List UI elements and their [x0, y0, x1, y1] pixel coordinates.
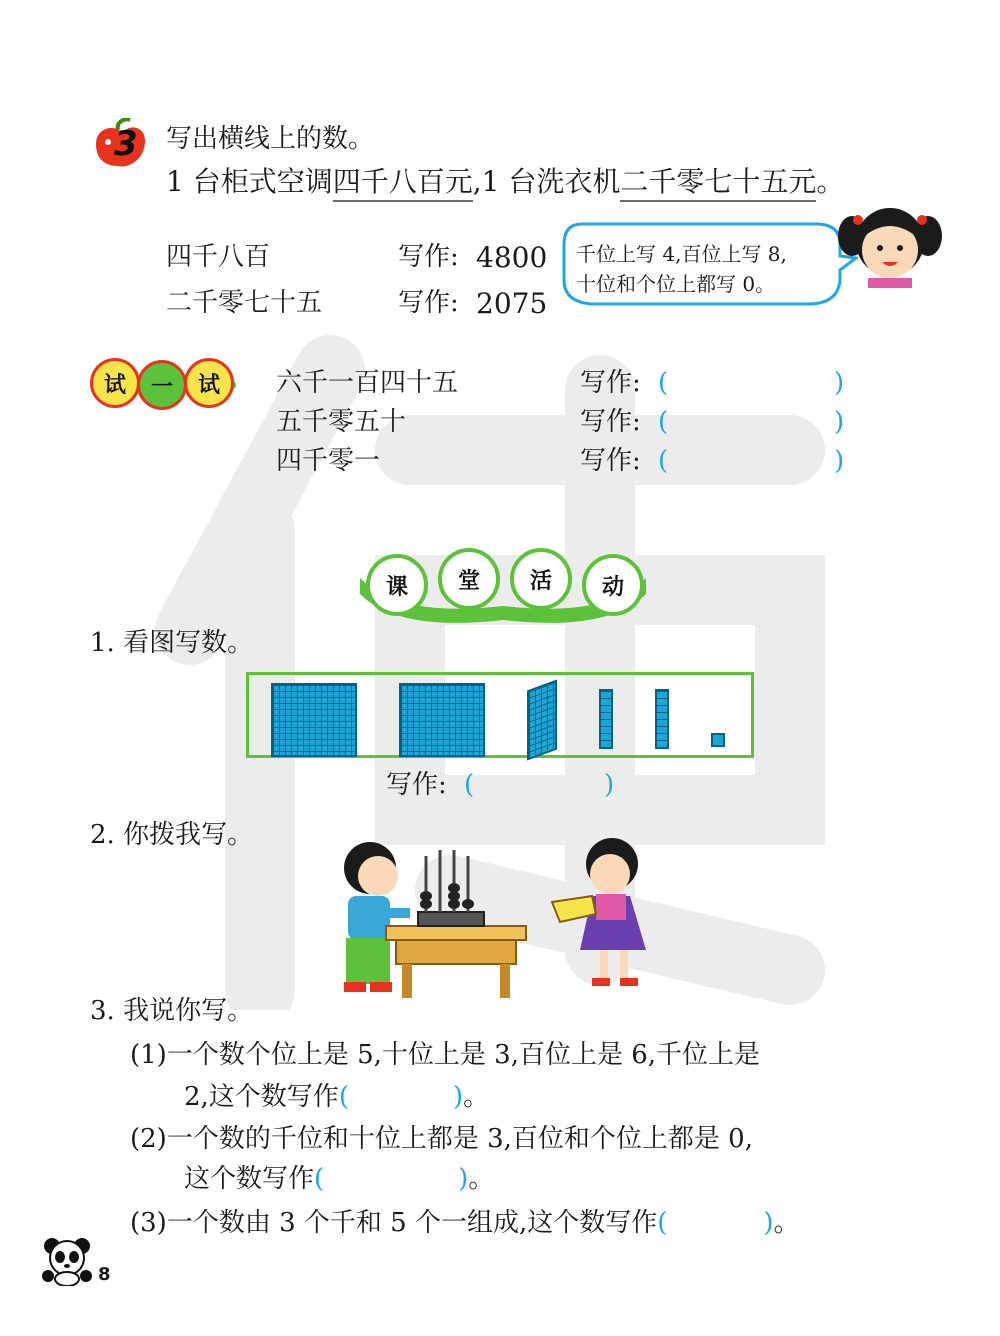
one-unit [711, 733, 725, 747]
q3-part3-close: ) [763, 1208, 774, 1238]
try-badge-1: 试 [90, 358, 140, 408]
try-row-label: 写作: [580, 407, 641, 437]
q1-label: 写作: [386, 770, 447, 800]
q3-part2-close: ) [458, 1164, 469, 1194]
q3-part2-line2 [184, 1166, 494, 1192]
girl-avatar [834, 196, 946, 288]
q3-part3-line1 [130, 1210, 800, 1236]
try-badge-2: 一 [137, 360, 187, 410]
example-row-words: 四千八百 [166, 242, 271, 272]
example-row-words: 二千零七十五 [166, 288, 323, 318]
example-row-value: 2075 [476, 287, 548, 320]
example-row-label: 写作: [398, 288, 459, 318]
hundred-flat [527, 680, 557, 761]
example-number: 3 [114, 124, 138, 164]
page-number: 8 [98, 1264, 111, 1285]
q3-part3-text: (3)一个数由 3 个千和 5 个一组成,这个数写作 [130, 1208, 658, 1238]
q1-close: ) [604, 770, 615, 800]
q3-part1-end: 。 [463, 1082, 490, 1112]
ten-rod [655, 689, 669, 749]
answer-blank[interactable] [478, 770, 602, 800]
activity-badge-4: 动 [582, 554, 644, 616]
sentence-part3: 。 [816, 165, 845, 198]
thousand-cube [399, 683, 485, 757]
answer-blank[interactable] [672, 407, 832, 437]
children-abacus-illustration [330, 830, 680, 1000]
ten-rod [599, 689, 613, 749]
try-badge-3: 试 [184, 358, 234, 408]
try-row-close: ) [834, 446, 845, 476]
example-row-value: 4800 [476, 241, 548, 274]
base-ten-blocks-figure [246, 672, 754, 758]
panda-icon [40, 1236, 96, 1286]
q3-part1-text: 2,这个数写作 [184, 1082, 339, 1112]
sentence-underline-1: 四千八百元 [333, 165, 473, 202]
example-badge [88, 118, 158, 170]
sentence-underline-2: 二千零七十五元 [620, 165, 816, 202]
try-row-label: 写作: [580, 368, 641, 398]
class-activity-header [358, 548, 648, 628]
speech-line-1: 千位上写 4,百位上写 8, [576, 242, 787, 266]
activity-badge-2: 堂 [438, 548, 500, 610]
q1-title: 1. 看图写数。 [90, 628, 254, 658]
try-row-words: 六千一百四十五 [276, 368, 459, 398]
q3-part3-end: 。 [773, 1208, 800, 1238]
example-title: 写出横线上的数。 [166, 124, 375, 154]
q3-part2-end: 。 [468, 1164, 495, 1194]
activity-badge-1: 课 [366, 554, 428, 616]
example-sentence [166, 165, 845, 198]
sentence-part1: 1 台柜式空调 [166, 165, 333, 198]
q2-title: 2. 你拨我写。 [90, 820, 254, 850]
activity-badge-3: 活 [510, 548, 572, 610]
try-row-words: 四千零一 [276, 446, 381, 476]
q3-part2-open: ( [314, 1164, 325, 1194]
q3-part1-line2 [184, 1084, 489, 1110]
try-row-close: ) [834, 407, 845, 437]
q3-part2-line1: (2)一个数的千位和十位上都是 3,百位和个位上都是 0, [130, 1124, 753, 1154]
thousand-cube [271, 683, 357, 757]
q3-title: 3. 我说你写。 [90, 996, 254, 1026]
try-row-close: ) [834, 368, 845, 398]
try-row-open: ( [658, 446, 669, 476]
speech-line-2: 十位和个位上都写 0。 [576, 272, 776, 296]
try-row-label: 写作: [580, 446, 641, 476]
q3-part3-open: ( [657, 1208, 668, 1238]
q3-part1-close: ) [452, 1082, 464, 1112]
try-it-badge [90, 358, 236, 410]
try-row-words: 五千零五十 [276, 407, 407, 437]
q1-open: ( [464, 770, 475, 800]
q3-part1-open: ( [338, 1082, 349, 1112]
q3-part2-text: 这个数写作 [184, 1164, 315, 1194]
sentence-part2: ,1 台洗衣机 [472, 165, 621, 198]
try-row-open: ( [658, 407, 669, 437]
answer-blank[interactable] [672, 446, 832, 476]
try-row-open: ( [658, 368, 669, 398]
example-row-label: 写作: [398, 242, 459, 272]
q3-part1-line1: (1)一个数个位上是 5,十位上是 3,百位上是 6,千位上是 [130, 1040, 761, 1070]
answer-blank[interactable] [672, 368, 832, 398]
